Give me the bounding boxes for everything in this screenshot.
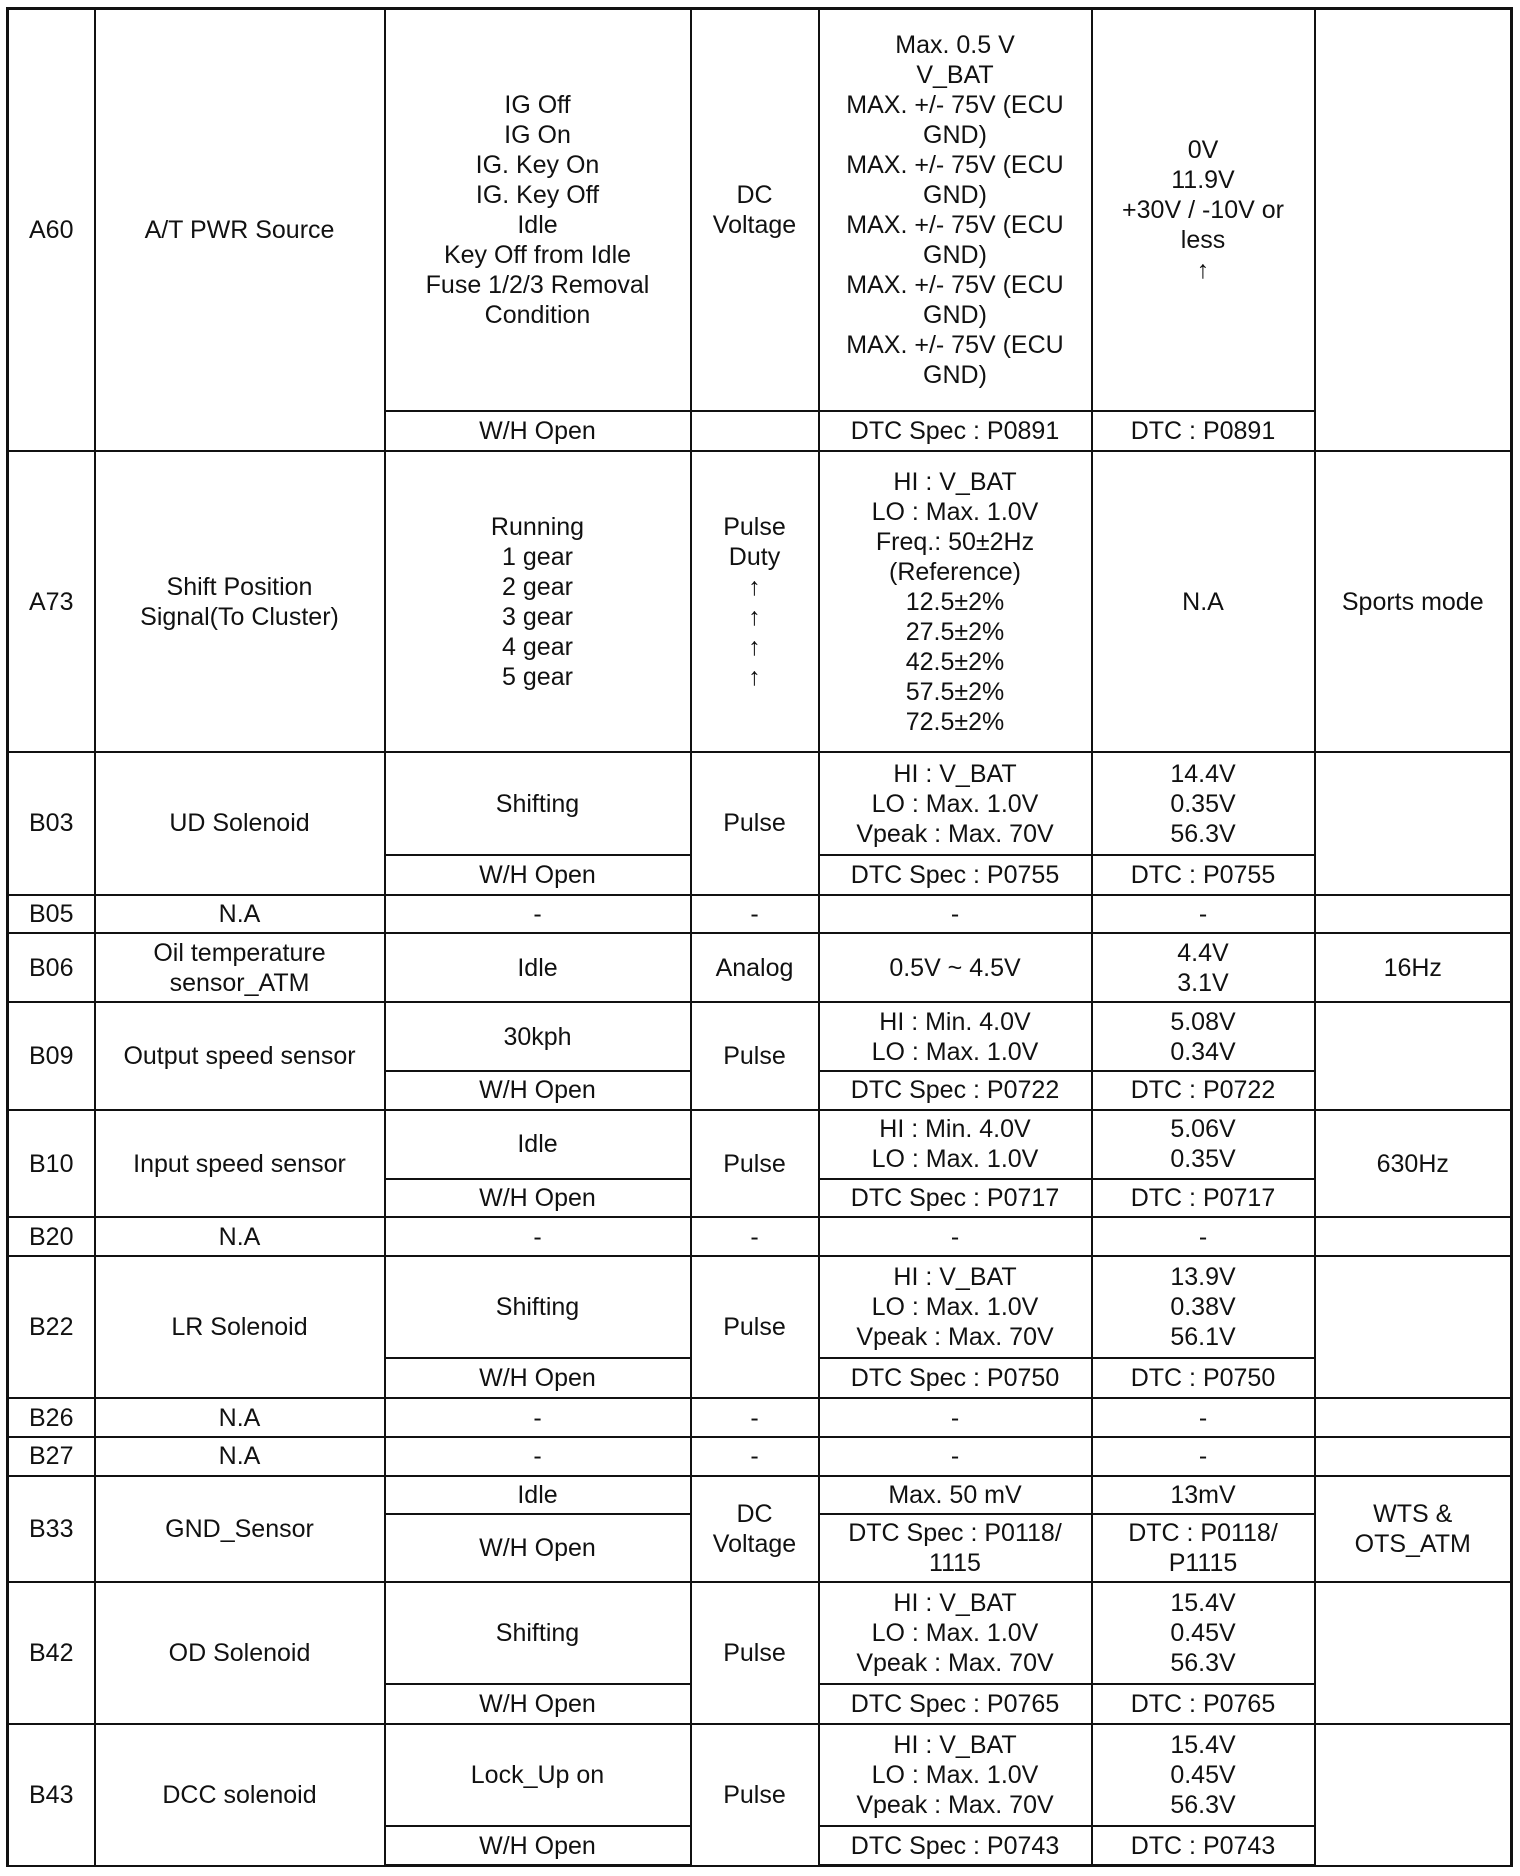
pin-number-cell: A60	[8, 9, 95, 451]
remarks-cell: 630Hz	[1315, 1110, 1512, 1218]
measured-value-cell: 13.9V 0.38V 56.1V	[1092, 1256, 1315, 1358]
table-row	[8, 1398, 1512, 1437]
table-row	[8, 1476, 1512, 1514]
specification-cell: DTC Spec : P0743	[819, 1826, 1092, 1865]
table-row	[8, 1110, 1512, 1179]
signal-type-cell	[691, 411, 819, 451]
test-condition-cell: Idle	[385, 933, 691, 1002]
test-condition-cell: W/H Open	[385, 1826, 691, 1865]
specification-cell: HI : V_BAT LO : Max. 1.0V Freq.: 50±2Hz (Reference) 12.5±2% 27.5±2% 42.5±2% 57.5±2% 72.5±2%	[819, 451, 1092, 753]
signal-type-cell: -	[691, 895, 819, 934]
specification-cell: HI : V_BAT LO : Max. 1.0V Vpeak : Max. 70V	[819, 752, 1092, 854]
pin-number-cell: B03	[8, 752, 95, 894]
measured-value-cell: 15.4V 0.45V 56.3V	[1092, 1724, 1315, 1826]
measured-value-cell: N.A	[1092, 451, 1315, 753]
signal-type-cell: Pulse	[691, 1256, 819, 1398]
remarks-cell	[1315, 1437, 1512, 1476]
specification-cell: 0.5V ~ 4.5V	[819, 933, 1092, 1002]
pin-description-cell: GND_Sensor	[95, 1476, 385, 1583]
table-row	[8, 933, 1512, 1002]
table-row	[8, 1582, 1512, 1684]
test-condition-cell: Shifting	[385, 1582, 691, 1684]
remarks-cell: 16Hz	[1315, 933, 1512, 1002]
measured-value-cell: -	[1092, 1398, 1315, 1437]
table-body	[8, 9, 1512, 1866]
test-condition-cell: 30kph	[385, 1002, 691, 1071]
test-condition-cell: -	[385, 1437, 691, 1476]
measured-value-cell: DTC : P0118/ P1115	[1092, 1514, 1315, 1583]
specification-cell: -	[819, 1217, 1092, 1256]
measured-value-cell: -	[1092, 895, 1315, 934]
specification-cell: DTC Spec : P0755	[819, 855, 1092, 895]
table-row	[8, 895, 1512, 934]
specification-cell: DTC Spec : P0722	[819, 1071, 1092, 1110]
measured-value-cell: 14.4V 0.35V 56.3V	[1092, 752, 1315, 854]
measured-value-cell: DTC : P0755	[1092, 855, 1315, 895]
specification-cell: DTC Spec : P0891	[819, 411, 1092, 451]
specification-cell: DTC Spec : P0765	[819, 1684, 1092, 1724]
pin-number-cell: B27	[8, 1437, 95, 1476]
pin-number-cell: B09	[8, 1002, 95, 1110]
pin-number-cell: B22	[8, 1256, 95, 1398]
measured-value-cell: 13mV	[1092, 1476, 1315, 1514]
pin-description-cell: A/T PWR Source	[95, 9, 385, 451]
test-condition-cell: Running 1 gear 2 gear 3 gear 4 gear 5 gear	[385, 451, 691, 753]
specification-cell: -	[819, 895, 1092, 934]
test-condition-cell: Shifting	[385, 1256, 691, 1358]
pin-number-cell: B20	[8, 1217, 95, 1256]
table-row	[8, 752, 1512, 854]
measured-value-cell: DTC : P0717	[1092, 1179, 1315, 1218]
measured-value-cell: 0V 11.9V +30V / -10V or less ↑	[1092, 9, 1315, 411]
specification-cell: DTC Spec : P0717	[819, 1179, 1092, 1218]
specification-cell: Max. 50 mV	[819, 1476, 1092, 1514]
pin-number-cell: B43	[8, 1724, 95, 1865]
measured-value-cell: -	[1092, 1437, 1315, 1476]
signal-type-cell: Pulse	[691, 1582, 819, 1724]
remarks-cell	[1315, 1002, 1512, 1110]
remarks-cell: WTS & OTS_ATM	[1315, 1476, 1512, 1583]
signal-type-cell: -	[691, 1217, 819, 1256]
table-row	[8, 9, 1512, 411]
pin-description-cell: Output speed sensor	[95, 1002, 385, 1110]
specification-cell: HI : V_BAT LO : Max. 1.0V Vpeak : Max. 70V	[819, 1256, 1092, 1358]
test-condition-cell: -	[385, 895, 691, 934]
remarks-cell	[1315, 1398, 1512, 1437]
pin-description-cell: Shift Position Signal(To Cluster)	[95, 451, 385, 753]
test-condition-cell: Idle	[385, 1476, 691, 1514]
test-condition-cell: -	[385, 1398, 691, 1437]
table-row	[8, 1217, 1512, 1256]
test-condition-cell: Shifting	[385, 752, 691, 854]
pin-description-cell: N.A	[95, 895, 385, 934]
signal-type-cell: Pulse	[691, 1002, 819, 1110]
test-condition-cell: IG Off IG On IG. Key On IG. Key Off Idle Key Off from Idle Fuse 1/2/3 Removal Condition	[385, 9, 691, 411]
specification-cell: DTC Spec : P0118/ 1115	[819, 1514, 1092, 1583]
signal-type-cell: DC Voltage	[691, 9, 819, 411]
remarks-cell	[1315, 752, 1512, 894]
test-condition-cell: W/H Open	[385, 1179, 691, 1218]
table-row	[8, 1002, 1512, 1071]
specification-cell: HI : V_BAT LO : Max. 1.0V Vpeak : Max. 70V	[819, 1582, 1092, 1684]
test-condition-cell: Idle	[385, 1110, 691, 1179]
pin-description-cell: UD Solenoid	[95, 752, 385, 894]
pin-number-cell: B42	[8, 1582, 95, 1724]
test-condition-cell: W/H Open	[385, 1684, 691, 1724]
measured-value-cell: 4.4V 3.1V	[1092, 933, 1315, 1002]
signal-type-cell: Pulse	[691, 1110, 819, 1218]
signal-type-cell: DC Voltage	[691, 1476, 819, 1583]
remarks-cell	[1315, 1217, 1512, 1256]
pin-number-cell: B05	[8, 895, 95, 934]
pin-description-cell: DCC solenoid	[95, 1724, 385, 1865]
table-row	[8, 1437, 1512, 1476]
signal-type-cell: Pulse	[691, 752, 819, 894]
specification-cell: HI : Min. 4.0V LO : Max. 1.0V	[819, 1110, 1092, 1179]
pin-description-cell: N.A	[95, 1437, 385, 1476]
signal-type-cell: Pulse	[691, 1724, 819, 1865]
pin-description-cell: Oil temperature sensor_ATM	[95, 933, 385, 1002]
remarks-cell	[1315, 1724, 1512, 1865]
pin-description-cell: N.A	[95, 1217, 385, 1256]
test-condition-cell: Lock_Up on	[385, 1724, 691, 1826]
signal-type-cell: -	[691, 1398, 819, 1437]
remarks-cell	[1315, 1582, 1512, 1724]
test-condition-cell: W/H Open	[385, 1071, 691, 1110]
test-condition-cell: W/H Open	[385, 1514, 691, 1583]
signal-type-cell: Analog	[691, 933, 819, 1002]
specification-cell: HI : V_BAT LO : Max. 1.0V Vpeak : Max. 70V	[819, 1724, 1092, 1826]
measured-value-cell: DTC : P0743	[1092, 1826, 1315, 1865]
pin-number-cell: B10	[8, 1110, 95, 1218]
pin-number-cell: A73	[8, 451, 95, 753]
specification-cell: -	[819, 1437, 1092, 1476]
table-row	[8, 1724, 1512, 1826]
measured-value-cell: -	[1092, 1217, 1315, 1256]
test-condition-cell: W/H Open	[385, 855, 691, 895]
pin-description-cell: LR Solenoid	[95, 1256, 385, 1398]
signal-type-cell: -	[691, 1437, 819, 1476]
test-condition-cell: W/H Open	[385, 1358, 691, 1398]
specification-cell: HI : Min. 4.0V LO : Max. 1.0V	[819, 1002, 1092, 1071]
measured-value-cell: DTC : P0891	[1092, 411, 1315, 451]
remarks-cell	[1315, 1256, 1512, 1398]
pin-description-cell: N.A	[95, 1398, 385, 1437]
remarks-cell: Sports mode	[1315, 451, 1512, 753]
signal-type-cell: Pulse Duty ↑ ↑ ↑ ↑	[691, 451, 819, 753]
pinout-spec-table	[6, 7, 1513, 1867]
table-row	[8, 1256, 1512, 1358]
remarks-cell	[1315, 9, 1512, 451]
measured-value-cell: 15.4V 0.45V 56.3V	[1092, 1582, 1315, 1684]
specification-cell: DTC Spec : P0750	[819, 1358, 1092, 1398]
pin-number-cell: B33	[8, 1476, 95, 1583]
measured-value-cell: DTC : P0722	[1092, 1071, 1315, 1110]
remarks-cell	[1315, 895, 1512, 934]
test-condition-cell: -	[385, 1217, 691, 1256]
pin-description-cell: Input speed sensor	[95, 1110, 385, 1218]
measured-value-cell: DTC : P0765	[1092, 1684, 1315, 1724]
measured-value-cell: 5.08V 0.34V	[1092, 1002, 1315, 1071]
pin-number-cell: B06	[8, 933, 95, 1002]
pin-number-cell: B26	[8, 1398, 95, 1437]
specification-cell: Max. 0.5 V V_BAT MAX. +/- 75V (ECU GND) MAX. +/- 75V (ECU GND) MAX. +/- 75V (ECU GND) MAX. +/- 75V (ECU GND) MAX. +/- 75V (ECU GND)	[819, 9, 1092, 411]
measured-value-cell: DTC : P0750	[1092, 1358, 1315, 1398]
measured-value-cell: 5.06V 0.35V	[1092, 1110, 1315, 1179]
test-condition-cell: W/H Open	[385, 411, 691, 451]
table-row	[8, 451, 1512, 753]
pin-description-cell: OD Solenoid	[95, 1582, 385, 1724]
specification-cell: -	[819, 1398, 1092, 1437]
